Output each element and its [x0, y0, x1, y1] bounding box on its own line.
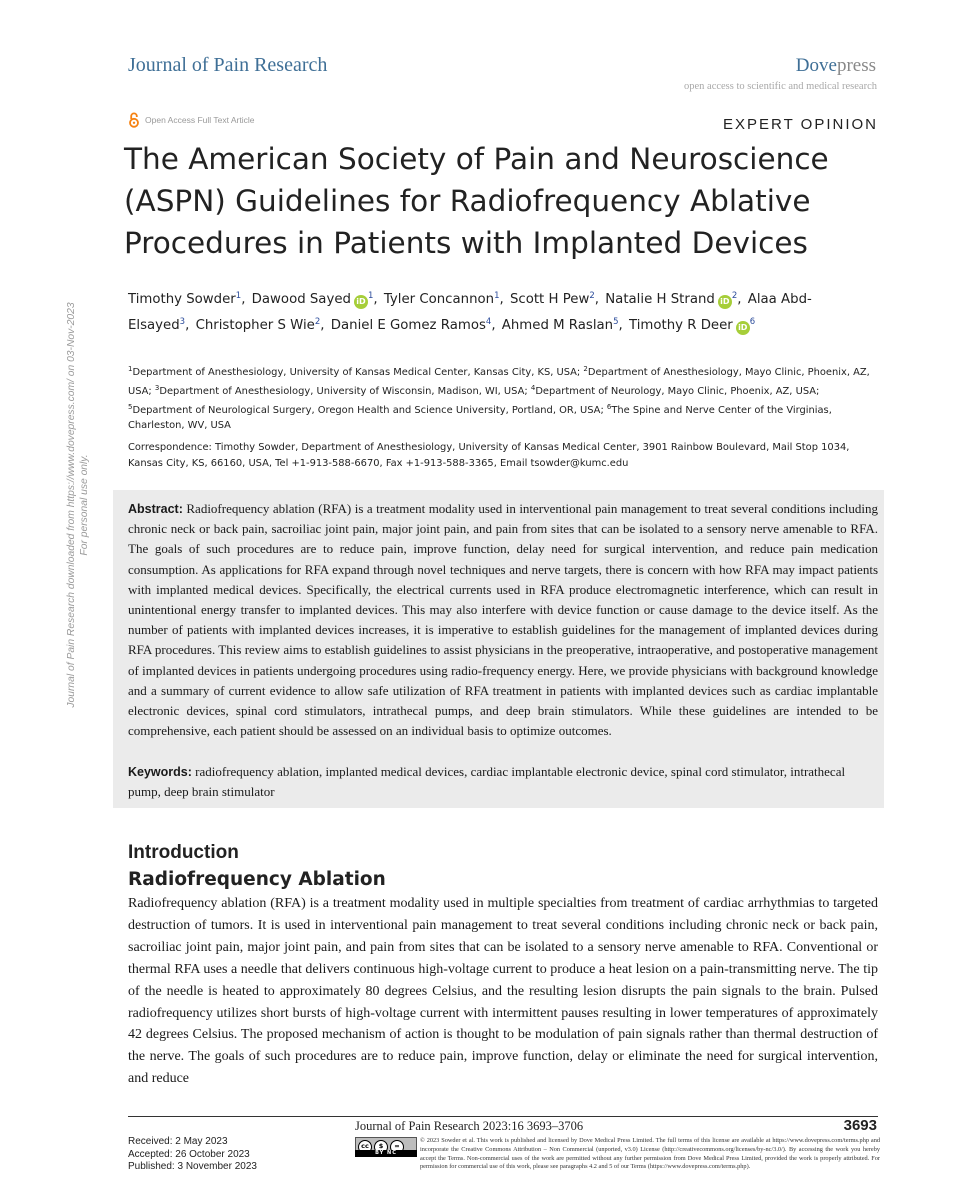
open-access-text: Open Access Full Text Article [145, 115, 255, 125]
orcid-icon[interactable]: iD [736, 321, 750, 335]
affiliation-number: 5 [128, 402, 133, 411]
accepted-date: Accepted: 26 October 2023 [128, 1148, 250, 1160]
open-access-icon [128, 112, 140, 128]
keywords-label: Keywords: [128, 765, 192, 779]
author-separator: , [491, 318, 500, 333]
author[interactable]: Ahmed M Raslan [501, 318, 614, 333]
author-separator: , [618, 318, 627, 333]
author-affiliation-number: 2 [731, 291, 738, 301]
affiliation-text: Department of Neurological Surgery, Oregon Health and Science University, Portland, OR, USA; [132, 404, 607, 416]
author[interactable]: Dawood Sayed [251, 292, 351, 307]
affiliation-text: Department of Neurology, Mayo Clinic, Phoenix, AZ, USA; [535, 385, 820, 397]
author-affiliation-number: 1 [494, 291, 500, 301]
author-list [128, 285, 868, 337]
orcid-icon[interactable]: iD [718, 295, 732, 309]
published-date: Published: 3 November 2023 [128, 1161, 257, 1172]
article-type: EXPERT OPINION [723, 116, 878, 133]
author[interactable]: Timothy R Deer [629, 318, 733, 333]
received-date: Received: 2 May 2023 [128, 1136, 228, 1147]
author[interactable]: Christopher S Wie [195, 318, 315, 333]
affiliation-number: 4 [530, 383, 536, 392]
author[interactable]: Tyler Concannon [383, 292, 495, 307]
author-separator: , [594, 292, 604, 307]
license-text: © 2023 Sowder et al. This work is published and licensed by Dove Medical Press Limited. The full terms of this license are available at https://www.dovepress.com/terms.php and incorporate the Creative Commons Attribution – Non Commercial (unported, v3.0) License (http://creativecommons.org/licenses/by-nc/3.0/). By accessing the work you hereby accept the Terms. Non-commercial uses of the work are permitted without any further permission from Dove Medical Press Limited, provided the work is properly attributed. For permission for commercial use of this work, please see paragraphs 4.2 and 5 of our Terms (https://www.dovepress.com/terms.php). [420, 1137, 880, 1171]
author-affiliation-number: 5 [613, 317, 619, 327]
publisher-tagline: open access to scientific and medical research [684, 81, 877, 92]
author[interactable]: Alaa Abd-Elsayed [128, 292, 812, 333]
keywords-text: radiofrequency ablation, implanted medical devices, cardiac implantable electronic device, spinal cord stimulator, intrathecal pump, deep brain stimulator [128, 764, 846, 800]
author-separator: , [499, 292, 508, 307]
footer-citation: Journal of Pain Research 2023:16 3693–3706 [355, 1119, 584, 1133]
author[interactable]: Scott H Pew [509, 292, 590, 307]
author-separator: , [373, 292, 382, 307]
publisher-logo-press: press [836, 55, 876, 76]
cc-license-strip: BY NC [355, 1150, 417, 1157]
affiliation-text: Department of Anesthesiology, Mayo Clinic, Phoenix, AZ, USA; [128, 367, 870, 397]
author[interactable]: Timothy Sowder [128, 292, 236, 307]
author-separator: , [241, 292, 250, 307]
publisher-logo-dove: Dove [795, 55, 837, 76]
affiliation-number: 2 [583, 365, 588, 373]
abstract [128, 499, 878, 741]
page-number: 3693 [843, 1117, 877, 1134]
author[interactable]: Daniel E Gomez Ramos [330, 318, 486, 333]
article-dates [128, 1136, 257, 1174]
author-affiliation-number: 2 [314, 317, 321, 327]
author-separator: , [185, 318, 194, 333]
publisher-logo[interactable] [796, 55, 876, 77]
author-affiliation-number: 2 [589, 291, 595, 301]
author-separator: , [320, 318, 329, 333]
noncommercial-icon: $ [374, 1140, 388, 1154]
abstract-label: Abstract: [128, 502, 183, 516]
abstract-text: Radiofrequency ablation (RFA) is a treatment modality used in interventional pain management to treat several conditions including chronic neck or back pain, sacroiliac joint pain, major joint pain, and pain from sites that can be isolated to a sensory nerve amenable to RFA. The goals of such procedures are to reduce pain, improve function, delay need for surgical intervention, and reduce pain medication consumption. As applications for RFA expand through novel techniques and nerve targets, there is concern with how RFA may impact patients with implanted medical devices. Specifically, the electrical currents used in RFA produce electromagnetic interference, which can result in unintentional energy transfer to implanted devices. This may also interfere with device function or cause damage to the device itself. As the number of patients with implanted devices increases, it is imperative to establish guidelines for the management of implanted devices during RFA procedures. This review aims to establish guidelines to assist physicians in the preoperative, intraoperative, and postoperative management of implanted devices in patients undergoing procedures using radio-frequency energy. Here, we provide physicians with background knowledge and a summary of current evidence to allow safe utilization of RFA treatment in patients with implanted devices such as cardiac implantable electronic devices, spinal cord stimulators, intrathecal pumps, and deep brain stimulators. While these guidelines are intended to be comprehensive, each patient should be assessed on an individual basis to optimize outcomes. [128, 501, 878, 739]
author-affiliation-number: 1 [235, 291, 242, 301]
cc-icon: cc [358, 1140, 372, 1154]
download-watermark-line: Journal of Pain Research downloaded from https://www.dovepress.com/ on 03-Nov-2023 [66, 302, 77, 708]
affiliation-number: 6 [606, 402, 612, 411]
affiliations [128, 362, 880, 434]
download-watermark-line: For personal use only. [78, 454, 90, 556]
download-watermark [66, 275, 91, 735]
affiliation-text: Department of Anesthesiology, University of Wisconsin, Madison, WI, USA; [159, 385, 531, 397]
author-affiliation-number: 6 [749, 317, 756, 327]
affiliation-text: Department of Anesthesiology, University of Kansas Medical Center, Kansas City, KS, USA; [132, 367, 584, 378]
body-paragraph: Radiofrequency ablation (RFA) is a treatment modality used in multiple specialties from treatment of cardiac arrhythmias to targeted destruction of tumors. It is used in interventional pain management to treat several conditions including chronic neck or back pain, sacroiliac joint pain, major joint pain, and pain from sites that can be isolated to a sensory nerve amenable to RFA. Conventional or thermal RFA uses a needle that delivers continuous high-voltage current to produce a heat lesion on a pain-transmitting nerve. The tip of the needle is heated to approximately 80 degrees Celsius, and the resulting lesion disrupts the pain signals to the brain. Pulsed radiofrequency utilizes short bursts of high-voltage current with intermittent pauses resulting in lower temperatures of approximately 42 degrees Celsius. The proposed mechanism of action is thought to be modulation of pain signals rather than thermal destruction of the nerve. The goals of such procedures are to reduce pain, improve function, delay or eliminate the need for surgical intervention, and reduce [128, 896, 878, 1087]
heading-radiofrequency-ablation: Radiofrequency Ablation [128, 869, 386, 890]
affiliation-text: The Spine and Nerve Center of the Virginias, Charleston, WV, USA [128, 404, 832, 432]
heading-introduction: Introduction [128, 842, 239, 863]
author-affiliation-number: 1 [367, 291, 374, 301]
author-separator: , [737, 292, 746, 307]
author-affiliation-number: 3 [179, 317, 186, 327]
equals-icon: = [390, 1140, 404, 1154]
footer-rule [128, 1116, 878, 1117]
journal-name: Journal of Pain Research [128, 54, 328, 76]
article-title: The American Society of Pain and Neuroscience (ASPN) Guidelines for Radiofrequency Ablative Procedures in Patients with Implanted Devices [124, 142, 829, 260]
orcid-icon[interactable]: iD [354, 295, 368, 309]
keywords [128, 762, 878, 802]
author-affiliation-number: 4 [485, 317, 492, 327]
affiliation-number: 3 [154, 383, 160, 392]
correspondence: Correspondence: Timothy Sowder, Department of Anesthesiology, University of Kansas Medical Center, 3901 Rainbow Boulevard, Mail Stop 1034, Kansas City, KS, 66160, USA, Tel +1-913-588-6670, Fax +1-913-588-3365, Email tsowder@kumc.edu [128, 442, 850, 469]
author[interactable]: Natalie H Strand [605, 292, 715, 307]
open-access-label [128, 112, 254, 128]
affiliation-number: 1 [128, 365, 133, 373]
